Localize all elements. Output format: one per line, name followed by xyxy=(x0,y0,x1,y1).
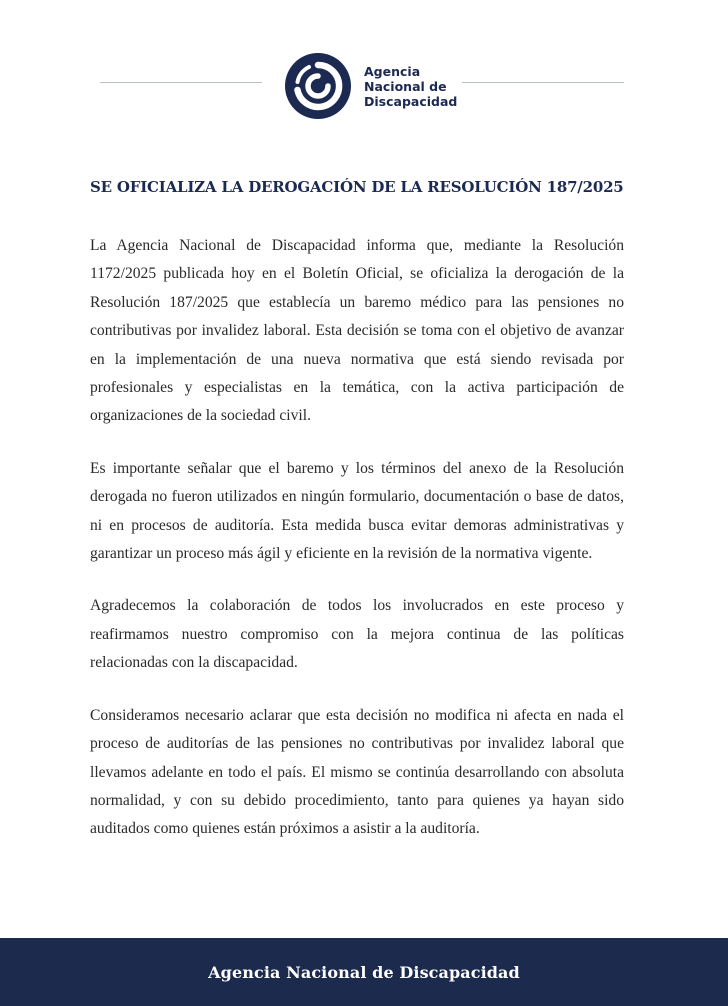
document-body xyxy=(90,232,624,868)
logo-line-2: Nacional de xyxy=(364,79,447,94)
paragraph-3: Agradecemos la colaboración de todos los involucrados en este proceso y reafirmamos nuestro compromiso con la mejora continua de las políticas relacionadas con la discapacidad. xyxy=(90,597,624,672)
paragraph-1: La Agencia Nacional de Discapacidad informa que, mediante la Resolución 1172/2025 publicada hoy en el Boletín Oficial, se oficializa la derogación de la Resolución 187/2025 que establecía un baremo médico para las pensiones no contributivas por invalidez laboral. Esta decisión se toma con el objetivo de avanzar en la implementación de una nueva normativa que está siendo revisada por profesionales y especialistas en la temática, con la activa participación de organizaciones de la sociedad civil. xyxy=(90,237,624,425)
header-rule-left xyxy=(100,82,262,83)
paragraph-2: Es importante señalar que el baremo y los términos del anexo de la Resolución derogada no fueron utilizados en ningún formulario, documentación o base de datos, ni en procesos de auditoría. Esta medida busca evitar demoras administrativas y garantizar un proceso más ágil y eficiente en la revisión de la normativa vigente. xyxy=(90,459,624,563)
footer-bar xyxy=(0,938,728,1006)
agency-swirl-logo-icon xyxy=(282,50,354,122)
footer-agency-name: Agencia Nacional de Discapacidad xyxy=(208,962,520,982)
header-rule-right xyxy=(462,82,624,83)
logo-line-1: Agencia xyxy=(364,64,421,79)
paragraph-4: Consideramos necesario aclarar que esta decisión no modifica ni afecta en nada el proceso de auditorías de las pensiones no contributivas por invalidez laboral que llevamos adelante en todo el país. El mismo se continúa desarrollando con absoluta normalidad, y con su debido procedimiento, tanto para quienes ya hayan sido auditados como quienes están próximos a asistir a la auditoría. xyxy=(90,706,624,838)
document-title: SE OFICIALIZA LA DEROGACIÓN DE LA RESOLUCIÓN 187/2025 xyxy=(90,178,624,196)
logo-line-3: Discapacidad xyxy=(364,94,458,109)
letterhead xyxy=(0,0,728,140)
agency-logo-wordmark xyxy=(364,64,457,109)
